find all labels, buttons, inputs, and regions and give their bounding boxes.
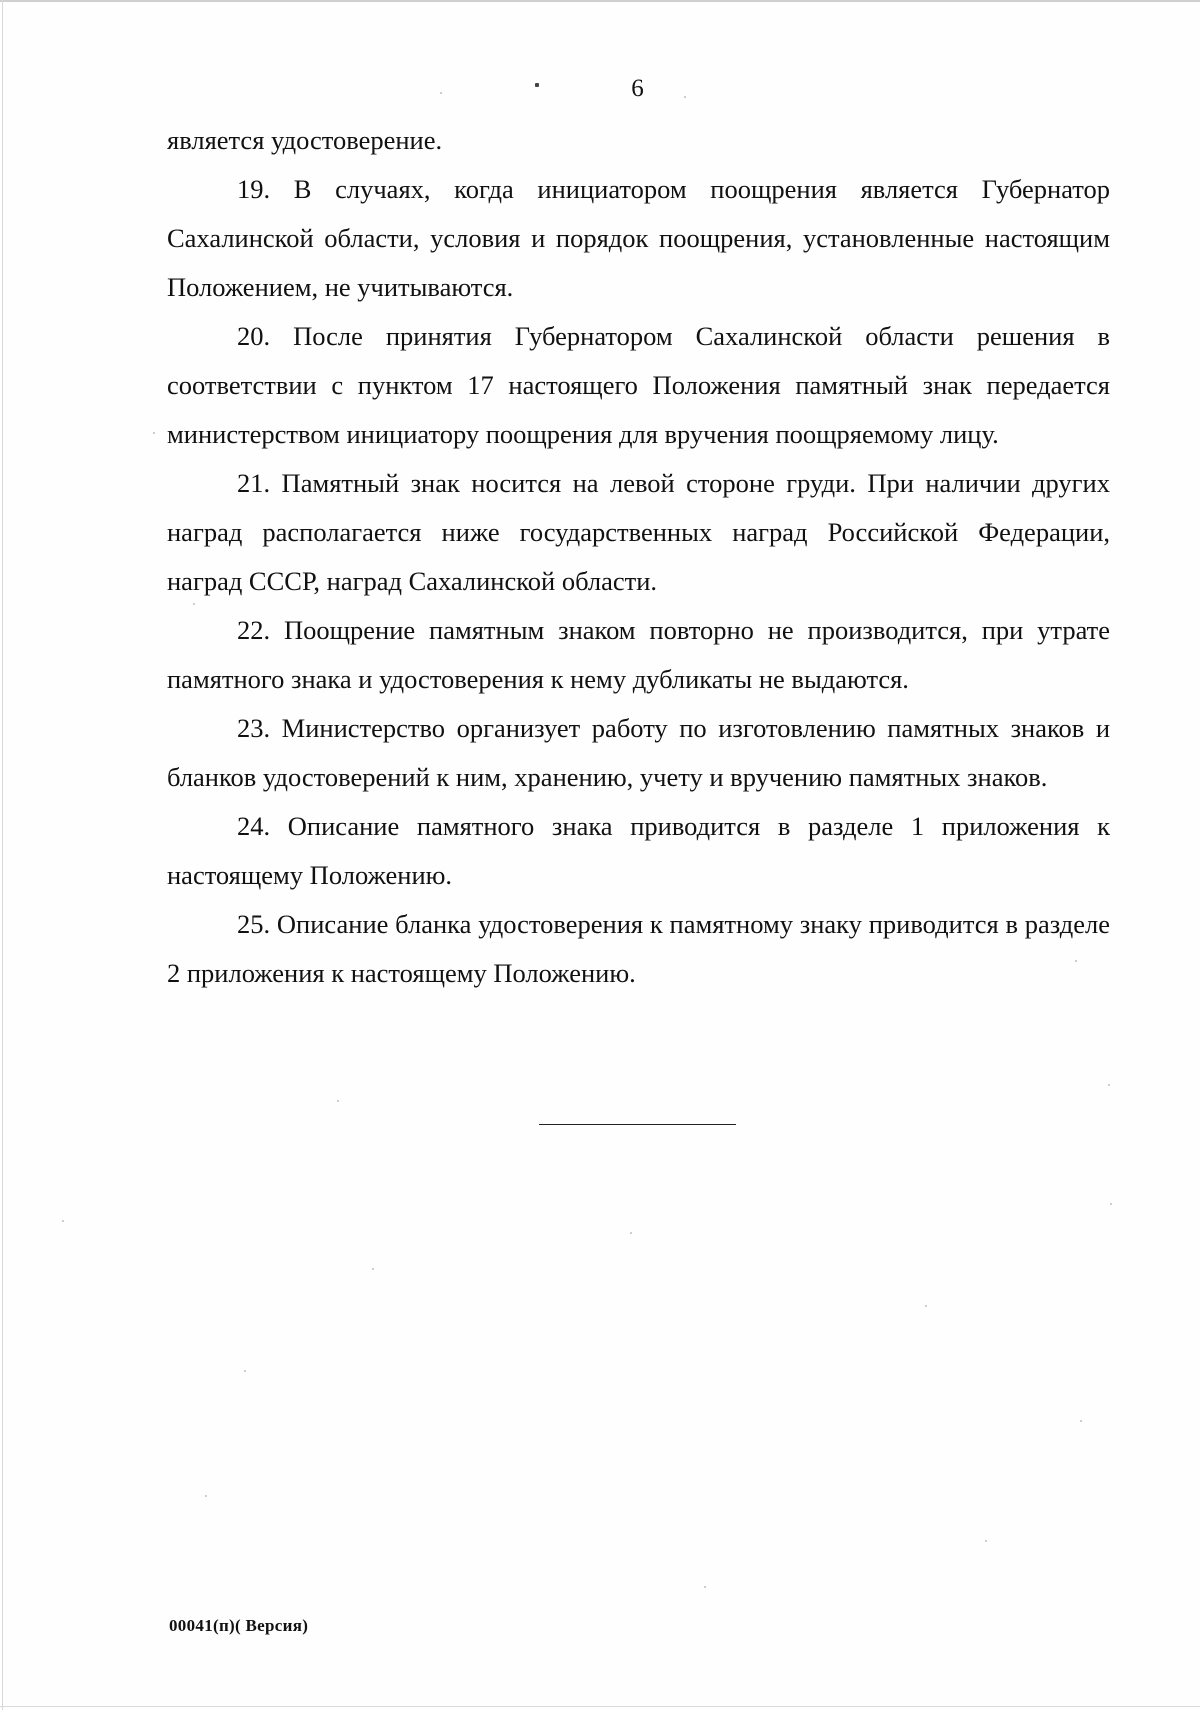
paragraph-continuation: является удостоверение. xyxy=(167,125,443,155)
scan-speck xyxy=(337,1100,339,1102)
scan-speck xyxy=(985,1540,987,1542)
paragraph-23: 23. Министерство организует работу по изготовлению памятных знаков и бланков удостоверений к ним, хранению, учету и вручению памятных знаков. xyxy=(167,713,1110,792)
document-body xyxy=(167,116,1110,998)
paragraph-24: 24. Описание памятного знака приводится в разделе 1 приложения к настоящему Положению. xyxy=(167,811,1110,890)
paragraph-22: 22. Поощрение памятным знаком повторно не производится, при утрате памятного знака и удостоверения к нему дубликаты не выдаются. xyxy=(167,615,1110,694)
paragraph-25: 25. Описание бланка удостоверения к памятному знаку приводится в разделе 2 приложения к настоящему Положению. xyxy=(167,909,1110,988)
scan-speck xyxy=(153,432,155,434)
scan-speck xyxy=(1108,1084,1110,1086)
scan-speck xyxy=(205,1495,207,1497)
scan-speck xyxy=(193,603,195,605)
scan-speck xyxy=(630,1232,632,1234)
scan-speck xyxy=(440,92,442,94)
paragraph-21: 21. Памятный знак носится на левой стороне груди. При наличии других наград располагается ниже государственных наград Российской Федерации, наград СССР, наград Сахалинской области. xyxy=(167,468,1110,596)
scan-speck xyxy=(1080,1420,1082,1422)
paragraph-19: 19. В случаях, когда инициатором поощрения является Губернатор Сахалинской области, условия и порядок поощрения, установленные настоящим Положением, не учитываются. xyxy=(167,174,1110,302)
scan-speck xyxy=(535,83,539,87)
page-number: 6 xyxy=(631,75,644,102)
paragraph-20: 20. После принятия Губернатором Сахалинской области решения в соответствии с пунктом 17 настоящего Положения памятный знак передается министерством инициатору поощрения для вручения поощряемому лицу. xyxy=(167,321,1110,449)
scan-speck xyxy=(704,1586,706,1588)
scan-speck xyxy=(684,96,686,98)
scan-speck xyxy=(62,1220,64,1222)
scan-edge-bottom xyxy=(0,1706,1200,1707)
scan-speck xyxy=(1075,960,1077,962)
scan-speck xyxy=(244,1370,246,1372)
scan-speck xyxy=(1110,1203,1112,1205)
scan-edge-top xyxy=(0,0,1200,2)
closing-separator-line xyxy=(539,1124,736,1125)
scan-speck xyxy=(372,1268,374,1270)
scan-speck xyxy=(925,1305,927,1307)
scan-edge-left xyxy=(2,0,3,1710)
footer-document-code: 00041(п)( Версия) xyxy=(169,1616,309,1635)
